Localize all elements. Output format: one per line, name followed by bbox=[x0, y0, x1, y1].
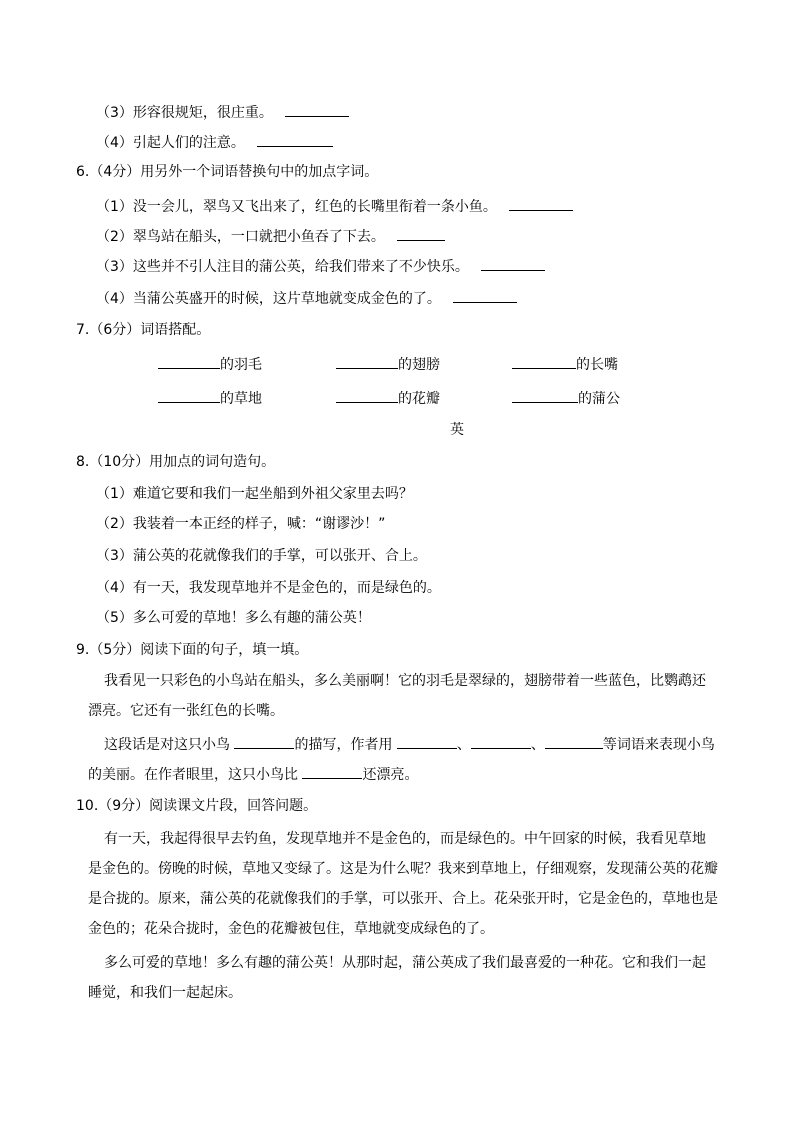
q8-title: 8.（10分）用加点的词句造句。 bbox=[76, 454, 276, 470]
match-item: 的长嘴 bbox=[512, 354, 618, 375]
q8-item-3: （3）蒲公英的花就像我们的手掌，可以张开、合上。 bbox=[96, 548, 427, 564]
q10-title: 10.（9分）阅读课文片段，回答问题。 bbox=[76, 798, 318, 814]
answer-blank[interactable] bbox=[234, 734, 294, 749]
answer-blank[interactable] bbox=[336, 388, 398, 403]
q6-item-4: （4）当蒲公英盛开的时候，这片草地就变成金色的了。 bbox=[96, 288, 517, 309]
match-item: 的羽毛 bbox=[158, 354, 262, 375]
answer-blank[interactable] bbox=[471, 734, 531, 749]
q10-paragraph-1: 有一天，我起得很早去钓鱼，发现草地并不是金色的，而是绿色的。中午回家的时候，我看见草地是金色的。傍晚的时候，草地又变绿了。这是为什么呢？我来到草地上，仔细观察，发现蒲公英的花瓣是合拢的。原来，蒲公英的花就像我们的手掌，可以张开、合上。花朵张开时，它是金色的，草地也是金色的；花朵合拢时，金色的花瓣被包住，草地就变成绿色的了。 bbox=[88, 831, 718, 937]
q8-item-4: （4）有一天，我发现草地并不是金色的，而是绿色的。 bbox=[96, 580, 441, 596]
q10-paragraph-2: 多么可爱的草地！多么有趣的蒲公英！从那时起，蒲公英成了我们最喜爱的一种花。它和我们一起睡觉，和我们一起起床。 bbox=[88, 955, 706, 1001]
answer-blank[interactable] bbox=[481, 256, 545, 271]
answer-blank[interactable] bbox=[336, 354, 398, 369]
answer-blank[interactable] bbox=[158, 388, 220, 403]
answer-blank[interactable] bbox=[512, 354, 576, 369]
answer-blank[interactable] bbox=[158, 354, 220, 369]
q9-passage: 我看见一只彩色的小鸟站在船头，多么美丽啊！它的羽毛是翠绿的，翅膀带着一些蓝色，比鹦鹉还漂亮。它还有一张红色的长嘴。 bbox=[88, 673, 706, 719]
q6-title: 6.（4分）用另外一个词语替换句中的加点字词。 bbox=[76, 164, 379, 180]
q7-title: 7.（6分）词语搭配。 bbox=[76, 322, 211, 338]
answer-blank[interactable] bbox=[453, 288, 517, 303]
match-item: 的花瓣 bbox=[336, 388, 440, 409]
q6-item-1: （1）没一会儿，翠鸟又飞出来了，红色的长嘴里衔着一条小鱼。 bbox=[96, 196, 573, 217]
q9-title: 9.（5分）阅读下面的句子，填一填。 bbox=[76, 642, 309, 658]
q6-item-2: （2）翠鸟站在船头，一口就把小鱼吞了下去。 bbox=[96, 226, 445, 247]
q5-item-4: （4）引起人们的注意。 bbox=[96, 132, 333, 153]
q8-item-2: （2）我装着一本正经的样子，喊：“谢谬沙！” bbox=[96, 516, 386, 532]
q5-item-3: （3）形容很规矩，很庄重。 bbox=[96, 102, 349, 123]
match-item: 的蒲公 bbox=[512, 388, 620, 409]
match-item-wrap: 英 bbox=[450, 422, 464, 438]
answer-blank[interactable] bbox=[257, 132, 333, 147]
match-item: 的草地 bbox=[158, 388, 262, 409]
answer-blank[interactable] bbox=[509, 196, 573, 211]
answer-blank[interactable] bbox=[512, 388, 578, 403]
answer-blank[interactable] bbox=[397, 226, 445, 241]
q9-fill: 这段话是对这只小鸟 的描写，作者用 、 、 等词语来表现小鸟的美丽。在作者眼里，这只小鸟比 还漂亮。 bbox=[88, 730, 718, 790]
match-item: 的翅膀 bbox=[336, 354, 440, 375]
answer-blank[interactable] bbox=[302, 764, 362, 779]
answer-blank[interactable] bbox=[285, 102, 349, 117]
answer-blank[interactable] bbox=[397, 734, 457, 749]
q8-item-1: （1）难道它要和我们一起坐船到外祖父家里去吗？ bbox=[96, 486, 413, 502]
q8-item-5: （5）多么可爱的草地！多么有趣的蒲公英！ bbox=[96, 610, 371, 626]
answer-blank[interactable] bbox=[545, 734, 603, 749]
q6-item-3: （3）这些并不引人注目的蒲公英，给我们带来了不少快乐。 bbox=[96, 256, 545, 277]
